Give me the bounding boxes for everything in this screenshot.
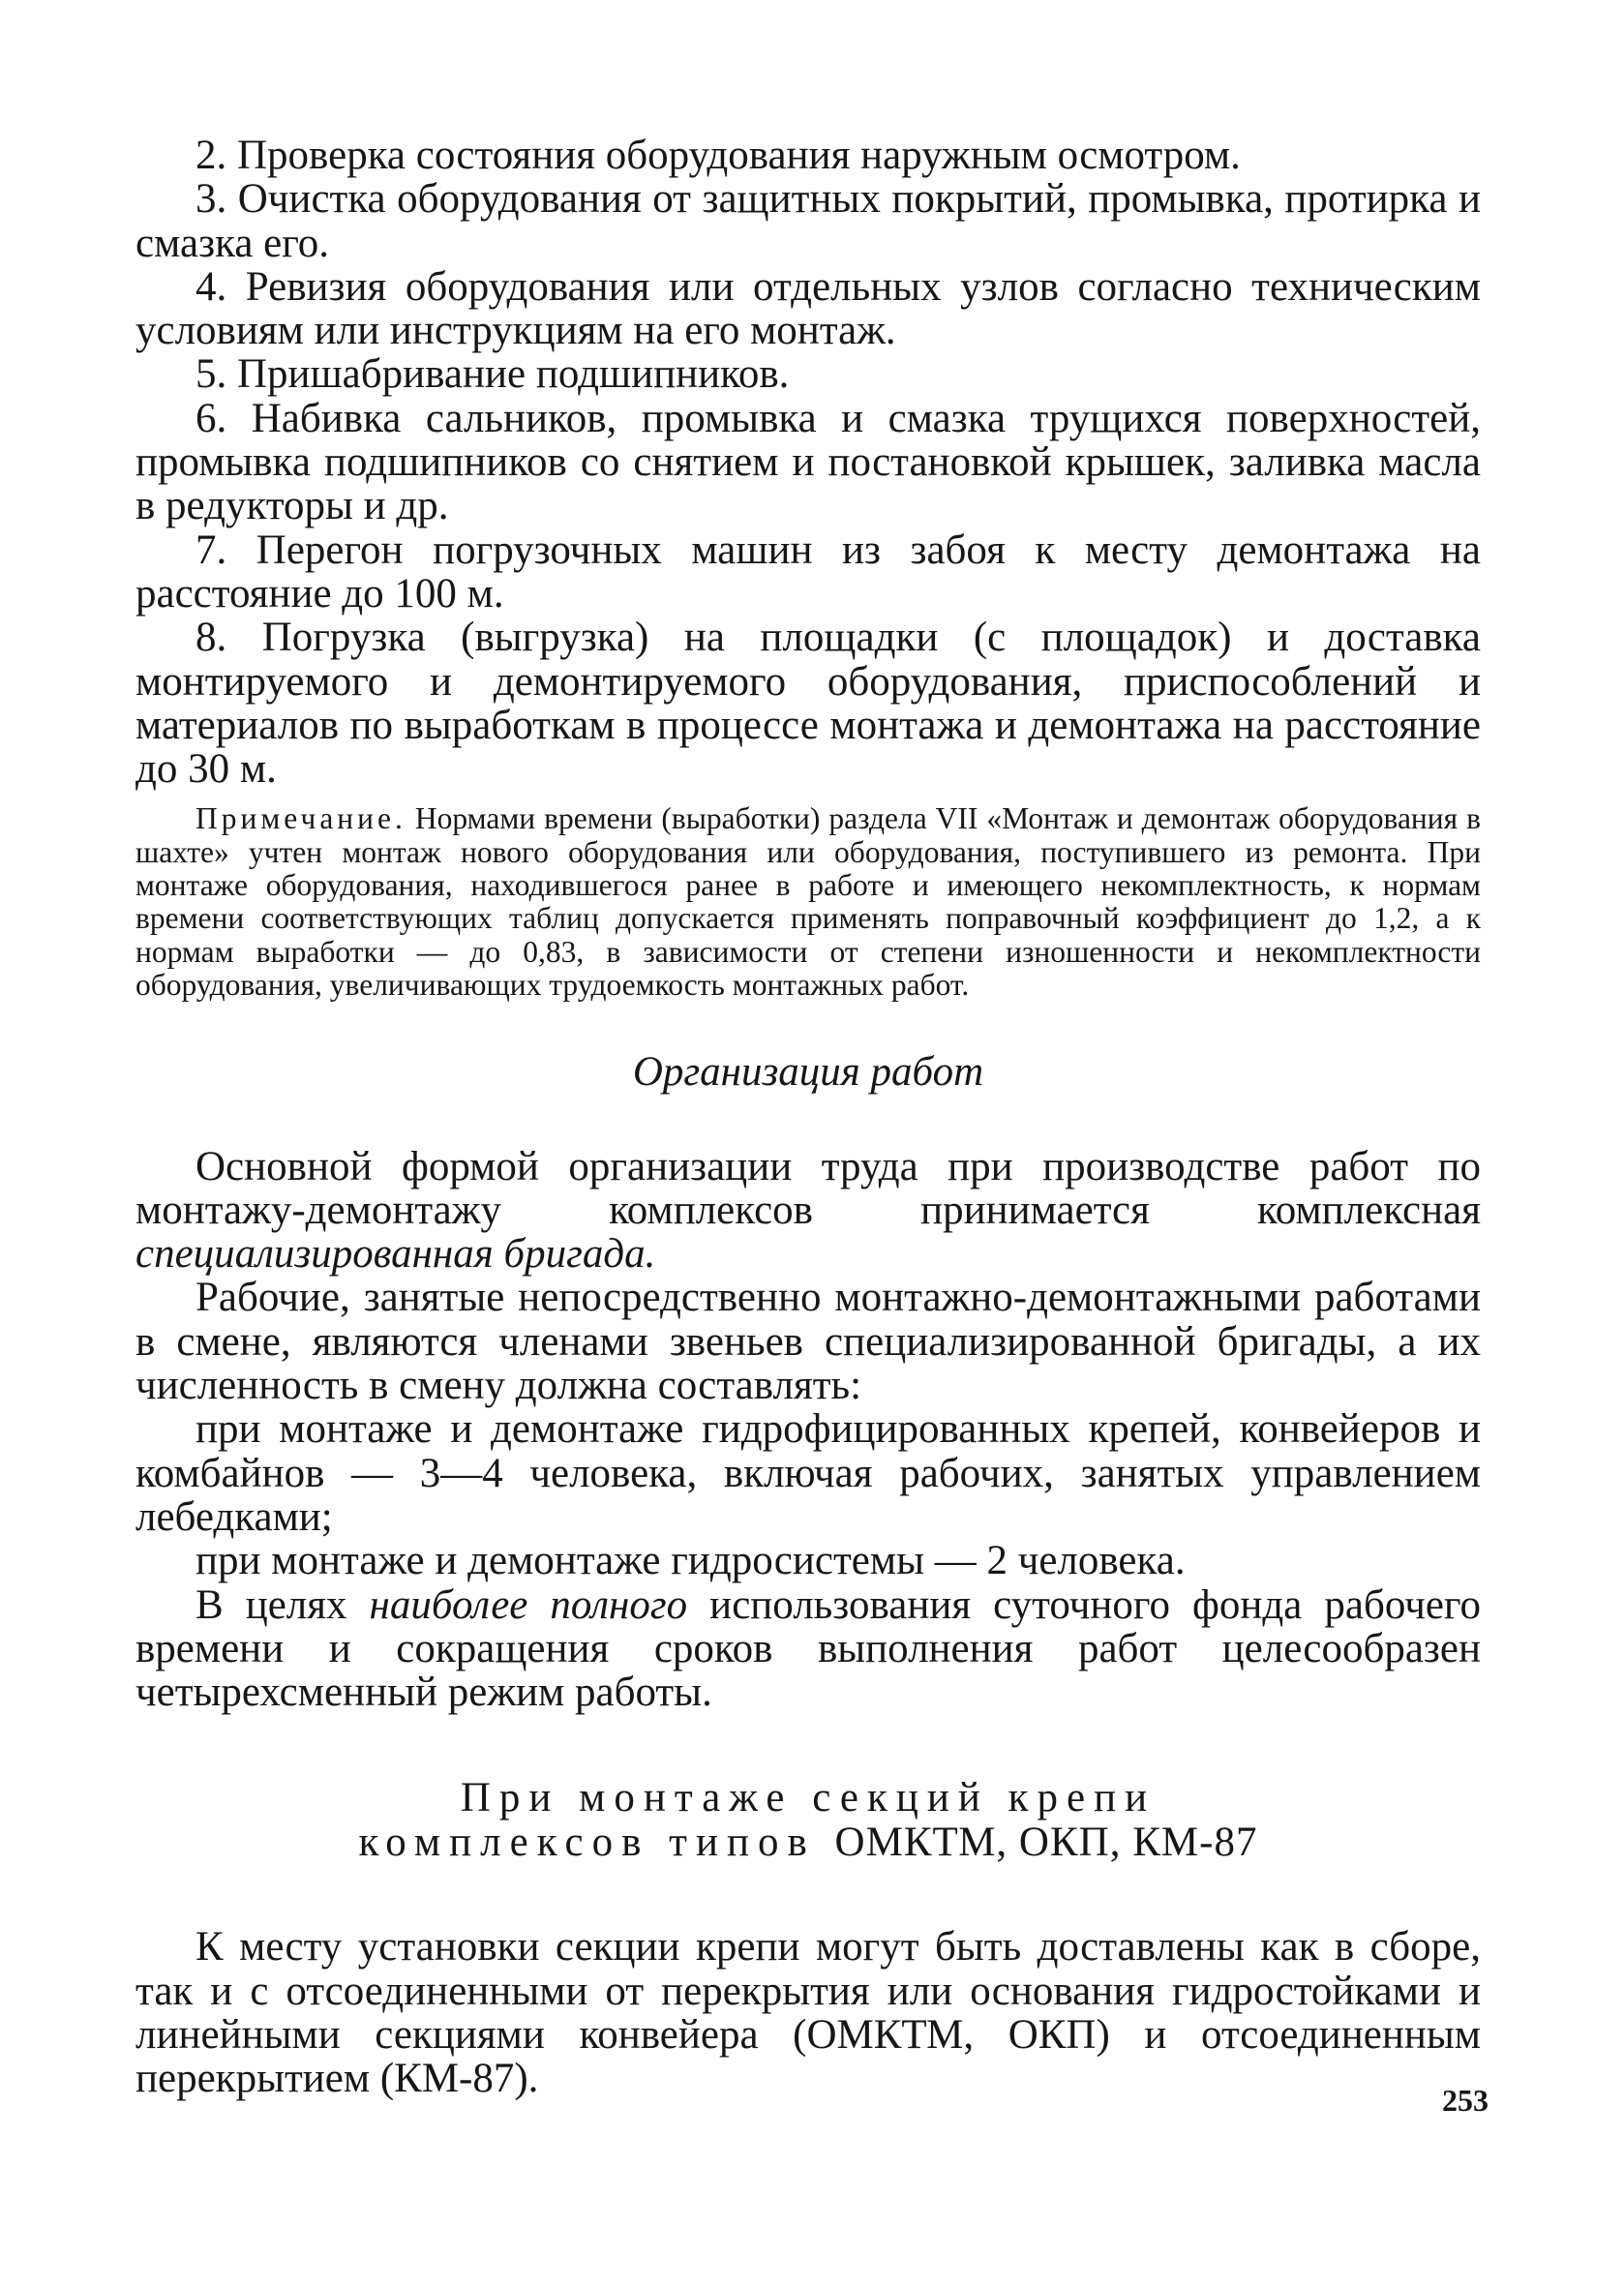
section-heading-mounting-line-2-types: ОМКТМ, ОКП, КМ-87 <box>834 1820 1258 1866</box>
organization-paragraph-3-part-a: В целях <box>195 1581 370 1628</box>
organization-paragraph-1-italic: специализированная бригада. <box>135 1231 656 1278</box>
section-heading-organization: Организация работ <box>632 1049 984 1096</box>
organization-subitem-1: при монтаже и демонтаже гидрофицированных крепей, конвейеров и комбайнов — 3—4 человека, включая рабочих, занятых управлением лебедками; <box>135 1406 1481 1540</box>
organization-paragraph-2: Рабочие, занятые непосредственно монтажно-демонтажными работами в смене, являются членами звеньев специализированной бригады, а их численность в смену должна составлять: <box>135 1275 1481 1409</box>
note-label: Примечание. <box>195 801 406 836</box>
organization-paragraph-1 <box>135 1145 1481 1277</box>
organization-subitem-2: при монтаже и демонтаже гидросистемы — 2 человека. <box>195 1538 1186 1584</box>
organization-paragraph-3-italic: наиболее полного <box>369 1581 688 1628</box>
note-text: Нормами времени (выработки) раздела VII «Монтаж и демонтаж оборудования в шахте» учтен монтаж нового оборудования или оборудования, поступившего из ремонта. При монтаже оборудования, находившегося ранее в работе и имеющего некомплектность, к нормам времени соответствующих таблиц допускается применять поправочный коэффициент до 1,2, а к нормам выработки — до 0,83, в зависимости от степени изношенности и некомплектности оборудования, увеличивающих трудоемкость монтажных работ. <box>135 801 1481 1002</box>
page-number: 253 <box>1442 2083 1489 2118</box>
section-heading-mounting-line-2 <box>135 1821 1481 1865</box>
organization-paragraph-3 <box>135 1583 1481 1715</box>
note-paragraph <box>135 802 1481 1002</box>
list-item-4: 4. Ревизия оборудования или отдельных узлов согласно техническим условиям или инструкциям на его монтаж. <box>135 263 1481 354</box>
list-item-2: 2. Проверка состояния оборудования наружным осмотром. <box>195 133 1241 178</box>
mounting-paragraph-1: К месту установки секции крепи могут быть доставлены как в сборе, так и с отсоединенными от перекрытия или основания гидростойками и линейными секциями конвейера (ОМКТМ, ОКП) и отсоединенным перекрытием (КМ-87). <box>135 1924 1481 2102</box>
page-content <box>135 134 1481 2101</box>
organization-paragraph-1-text: Основной формой организации труда при производстве работ по монтажу-демонтажу комплексов принимается комплексная <box>135 1143 1481 1233</box>
list-item-6: 6. Набивка сальников, промывка и смазка трущихся поверхностей, промывка подшипников со снятием и постановкой крышек, заливка масла в редукторы и др. <box>135 395 1481 529</box>
list-item-3: 3. Очистка оборудования от защитных покрытий, промывка, протирка и смазка его. <box>135 176 1481 266</box>
section-heading-mounting-line-1: При монтаже секций крепи <box>460 1775 1157 1821</box>
organization-paragraph-3-part-b: использования суточного фонда рабочего времени и сокращения сроков выполнения работ целесообразен четырехсменный режим работы. <box>135 1581 1481 1716</box>
list-item-7: 7. Перегон погрузочных машин из забоя к месту демонтажа на расстояние до 100 м. <box>135 527 1481 617</box>
list-item-5: 5. Пришабривание подшипников. <box>195 351 790 398</box>
section-heading-mounting-line-2-spaced: комплексов типов <box>358 1820 816 1866</box>
list-item-8: 8. Погрузка (выгрузка) на площадки (с площадок) и доставка монтируемого и демонтируемого оборудования, приспособлений и материалов по выработкам в процессе монтажа и демонтажа на расстояние до 30 м. <box>135 615 1481 793</box>
section-heading-mounting <box>135 1776 1481 1865</box>
